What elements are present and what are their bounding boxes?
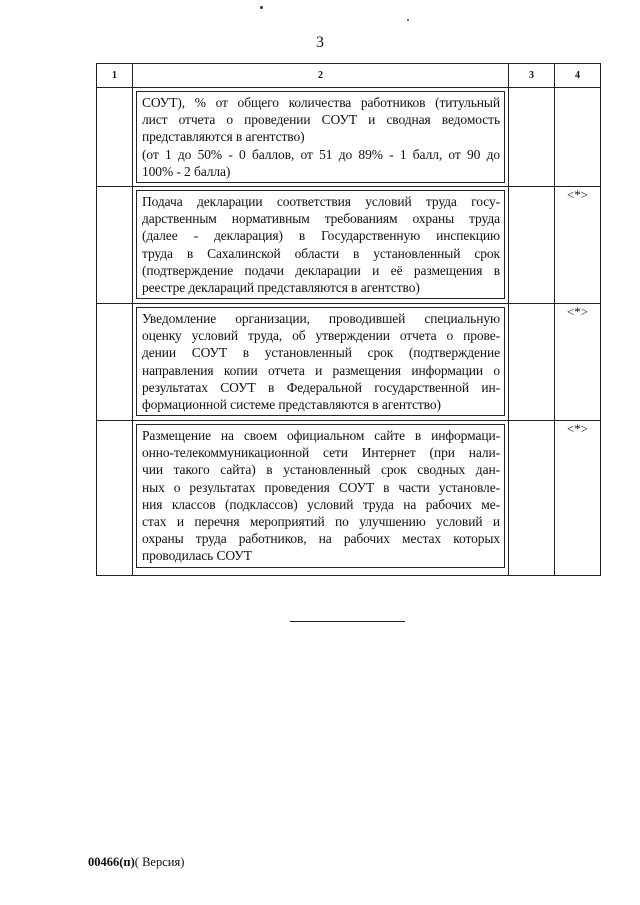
text-line: ных о результатах проведения СОУТ в части установле-	[142, 479, 500, 495]
criterion-text	[136, 91, 505, 183]
note-cell	[555, 88, 601, 187]
criterion-text	[136, 424, 505, 568]
text-line: Размещение на своем официальном сайте в информаци-	[142, 428, 500, 444]
table-row	[97, 88, 601, 187]
column-header: 4	[555, 64, 601, 88]
text-line: (далее - декларация) в Государственную инспекцию	[142, 228, 500, 244]
text-line: 100% - 2 балла)	[142, 163, 231, 179]
text-line: оценку условий труда, об утверждении отчета о прове-	[142, 328, 500, 344]
table-header-row	[97, 64, 601, 88]
text-line: направления копии отчета и размещения информации о	[142, 362, 500, 378]
column-header: 3	[509, 64, 555, 88]
document-code	[88, 855, 184, 870]
criterion-text	[136, 190, 505, 299]
column-header: 1	[97, 64, 133, 88]
document-version: ( Версия)	[134, 855, 185, 869]
text-line: ния классов (подклассов) условий труда на рабочих ме-	[142, 496, 500, 512]
note-cell: <*>	[555, 187, 601, 304]
closing-rule	[290, 621, 405, 622]
page-number: 3	[316, 34, 324, 51]
document-code-number: 00466(п)	[88, 855, 135, 869]
criterion-text	[136, 307, 505, 416]
text-line: формационной системе представляются в агентство)	[142, 397, 441, 413]
text-line: чии такого сайта) в установленный срок сводных дан-	[142, 462, 500, 478]
text-line: стах и перечня мероприятий по улучшению условий и	[142, 514, 500, 530]
text-line: (подтверждение подачи декларации и её размещения в	[142, 262, 500, 278]
text-line: СОУТ), % от общего количества работников (титульный	[142, 95, 500, 110]
criterion-cell	[133, 304, 509, 421]
column-header: 2	[133, 64, 509, 88]
text-line: проводилась СОУТ	[142, 548, 252, 564]
text-line: охраны труда работников, на рабочих местах которых	[142, 531, 500, 547]
score-cell	[509, 421, 555, 576]
criterion-cell	[133, 187, 509, 304]
text-line: дении СОУТ в установленный срок (подтверждение	[142, 345, 500, 361]
row-number-cell	[97, 304, 133, 421]
criterion-cell	[133, 421, 509, 576]
score-cell	[509, 304, 555, 421]
text-line: (от 1 до 50% - 0 баллов, от 51 до 89% - 1 балл, от 90 до	[142, 146, 500, 162]
score-cell	[509, 187, 555, 304]
text-line: Подача декларации соответствия условий труда госу-	[142, 194, 500, 210]
row-number-cell	[97, 88, 133, 187]
text-line: результатах СОУТ в Федеральной государственной ин-	[142, 379, 500, 395]
text-line: представляются в агентство)	[142, 129, 305, 145]
table-row	[97, 187, 601, 304]
criterion-cell	[133, 88, 509, 187]
text-line: Уведомление организации, проводившей специальную	[142, 311, 500, 327]
table-row	[97, 421, 601, 576]
text-line: онно-телекоммуникационной сети Интернет (при нали-	[142, 445, 500, 461]
text-line: реестре деклараций представляются в агентство)	[142, 280, 420, 296]
text-line: труда в Сахалинской области в установленный срок	[142, 245, 500, 261]
row-number-cell	[97, 421, 133, 576]
row-number-cell	[97, 187, 133, 304]
note-cell: <*>	[555, 421, 601, 576]
table-row	[97, 304, 601, 421]
score-cell	[509, 88, 555, 187]
note-cell: <*>	[555, 304, 601, 421]
scan-speck	[260, 6, 263, 9]
criteria-table	[96, 63, 601, 576]
text-line: лист отчета о проведении СОУТ и сводная ведомость	[142, 112, 500, 128]
text-line: дарственным нормативным требованиям охраны труда	[142, 211, 500, 227]
scan-speck	[407, 19, 409, 21]
